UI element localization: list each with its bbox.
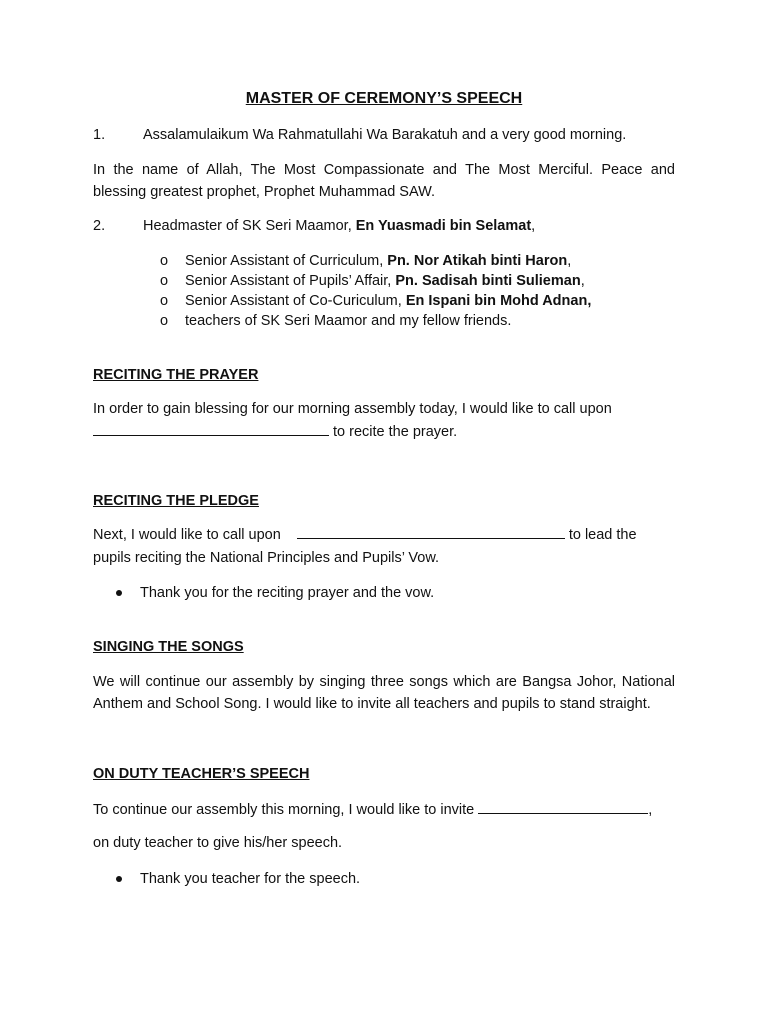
duty-bullets xyxy=(112,868,672,890)
bullet-icon xyxy=(116,876,122,882)
list-marker: o xyxy=(160,253,169,269)
document-title: MASTER OF CEREMONY’S SPEECH xyxy=(245,90,523,107)
section-heading-prayer: RECITING THE PRAYER xyxy=(93,367,259,383)
greeting-list xyxy=(160,251,680,331)
fill-in-blank[interactable] xyxy=(297,524,565,539)
headmaster-tail: , xyxy=(531,218,536,234)
bullet-icon xyxy=(116,590,122,596)
pledge-line-2: pupils reciting the National Principles and Pupils’ Vow. xyxy=(93,550,440,566)
salam-text: Assalamulaikum Wa Rahmatullahi Wa Barakatuh and a very good morning. xyxy=(143,127,627,143)
fill-in-blank[interactable] xyxy=(93,421,329,436)
list-item: o Senior Assistant of Pupils’ Affair, Pn. Sadisah binti Sulieman, xyxy=(160,273,585,289)
songs-paragraph: We will continue our assembly by singing three songs which are Bangsa Johor, National Anthem and School Song. I would like to invite all teachers and pupils to stand straight. xyxy=(93,674,675,712)
greeting-line-1 xyxy=(93,124,675,146)
fill-in-blank[interactable] xyxy=(478,799,648,814)
prayer-line-2: to recite the prayer. xyxy=(93,421,675,443)
prayer-line-1: In order to gain blessing for our morning assembly today, I would like to call upon xyxy=(93,401,612,417)
list-item: o Senior Assistant of Curriculum, Pn. Nor Atikah binti Haron, xyxy=(160,253,572,269)
item-number-2: 2. xyxy=(93,218,106,234)
list-marker: o xyxy=(160,273,169,289)
list-marker: o xyxy=(160,313,169,329)
greeting-line-2 xyxy=(93,215,675,237)
pledge-bullets xyxy=(112,582,672,604)
duty-line-2: on duty teacher to give his/her speech. xyxy=(93,835,343,851)
duty-line-1: To continue our assembly this morning, I would like to invite , xyxy=(93,799,675,821)
section-heading-pledge: RECITING THE PLEDGE xyxy=(93,493,259,509)
list-marker: o xyxy=(160,293,169,309)
headmaster-text: Headmaster of SK Seri Maamor, xyxy=(143,218,356,234)
pledge-line-1: Next, I would like to call upon to lead the xyxy=(93,524,675,546)
section-heading-songs: SINGING THE SONGS xyxy=(93,639,244,655)
list-item: Thank you teacher for the speech. xyxy=(112,868,672,890)
list-item: o Senior Assistant of Co-Curiculum, En Ispani bin Mohd Adnan, xyxy=(160,293,592,309)
headmaster-name: En Yuasmadi bin Selamat xyxy=(355,218,532,234)
item-number-1: 1. xyxy=(93,127,106,143)
list-item: Thank you for the reciting prayer and the vow. xyxy=(112,582,672,604)
section-heading-duty: ON DUTY TEACHER’S SPEECH xyxy=(93,766,310,782)
opening-paragraph: In the name of Allah, The Most Compassionate and The Most Merciful. Peace and blessing greatest prophet, Prophet Muhammad SAW. xyxy=(93,162,675,200)
list-item: o teachers of SK Seri Maamor and my fellow friends. xyxy=(160,313,512,329)
